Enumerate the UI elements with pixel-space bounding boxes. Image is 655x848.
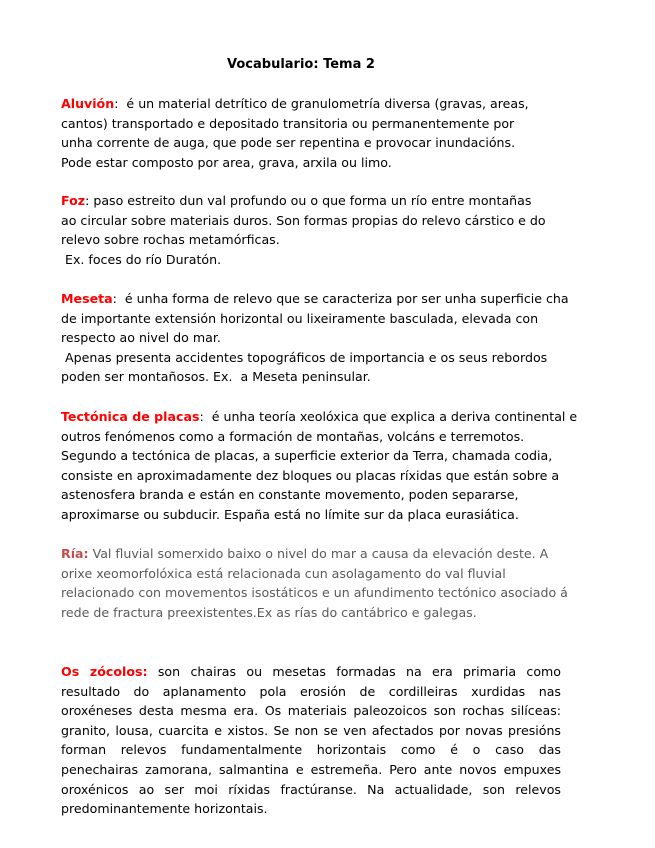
entry-line: [61, 94, 529, 114]
term-foz: Foz: [61, 193, 86, 208]
entry-line: orixe xeomorfolóxica está relacionada cun asolagamento do val fluvial: [61, 565, 506, 581]
definition-text: : é unha teoría xeolóxica que explica a deriva continental e: [199, 409, 578, 424]
entry-tectonica: [61, 407, 577, 525]
definition-text: son chairas ou mesetas formadas na era primaria como: [147, 664, 562, 679]
definition-text: Val fluvial somerxido baixo o nivel do mar a causa da elevación deste. A: [88, 546, 549, 561]
entry-line: penechairas zamorana, salmantina e estremeña. Pero ante novos empuxes: [61, 761, 561, 777]
entry-line: aproximarse ou subducir. España está no límite sur da placa eurasiática.: [61, 506, 519, 522]
entry-aluvion: [61, 94, 529, 172]
entry-line: [61, 662, 561, 682]
entry-line: predominantemente horizontais.: [61, 801, 268, 817]
entry-line: cantos) transportado e depositado transitoria ou permanentemente por: [61, 115, 515, 131]
entry-line: unha corrente de auga, que pode ser repentina e provocar inundacións.: [61, 135, 516, 151]
entry-line: de importante extensión horizontal ou lixeiramente basculada, elevada con: [61, 310, 539, 326]
entry-line: astenosfera branda e están en constante movemento, poden separarse,: [61, 487, 519, 503]
entry-line: consiste en aproximadamente dez bloques ou placas ríxidas que están sobre a: [61, 467, 560, 483]
entry-line: ao circular sobre materiais duros. Son formas propias do relevo cárstico e do: [61, 212, 546, 228]
entry-line: oroxéneses desta mesma era. Os materiais paleozoicos son rochas silíceas:: [61, 703, 561, 719]
term-aluvion: Aluvión: [61, 96, 115, 111]
entry-line: rede de fractura preexistentes.Ex as rías do cantábrico e galegas.: [61, 604, 477, 620]
entry-line: resultado do aplanamento pola erosión de cordilleiras xurdidas nas: [61, 683, 561, 699]
entry-line: relevo sobre rochas metamórficas.: [61, 232, 280, 248]
definition-text: : é unha forma de relevo que se caracteriza por ser unha superficie cha: [112, 291, 569, 306]
entry-line: [61, 544, 568, 564]
entry-line: [61, 289, 569, 309]
term-meseta: Meseta: [61, 291, 113, 306]
document-title: Vocabulario: Tema 2: [227, 57, 375, 72]
definition-text: : é un material detrítico de granulometría diversa (gravas, areas,: [114, 96, 529, 111]
definition-text: : paso estreito dun val profundo ou o que forma un río entre montañas: [85, 193, 532, 208]
entry-line: poden ser montañosos. Ex. a Meseta peninsular.: [61, 369, 371, 385]
entry-line: relacionado con movementos isostáticos e un afundimento tectónico asociado á: [61, 585, 568, 601]
entry-meseta: [61, 289, 569, 387]
term-ria: Ría:: [61, 546, 89, 561]
entry-line: respecto ao nivel do mar.: [61, 330, 221, 346]
entry-ria: [61, 544, 568, 622]
term-zocolos: Os zócolos:: [61, 664, 148, 679]
entry-line: granito, lousa, cuarcita e xistos. Se non se ven afectados por novas presións: [61, 722, 561, 738]
entry-line: outros fenómenos como a formación de montañas, volcáns e terremotos.: [61, 428, 525, 444]
entry-foz: [61, 191, 546, 269]
entry-line: Segundo a tectónica de placas, a superficie exterior da Terra, chamada codia,: [61, 448, 553, 464]
entry-line: Ex. foces do río Duratón.: [61, 251, 222, 267]
entry-line: oroxénicos ao ser moi ríxidas fractúranse. Na actualidade, son relevos: [61, 781, 561, 797]
entry-line: Apenas presenta accidentes topográficos de importancia e os seus rebordos: [61, 349, 548, 365]
entry-line: [61, 191, 546, 211]
term-tectonica: Tectónica de placas: [61, 409, 200, 424]
entry-line: Pode estar composto por area, grava, arxila ou limo.: [61, 154, 392, 170]
entry-line: [61, 407, 577, 427]
entry-zocolos: [61, 662, 561, 819]
entry-line: forman relevos fundamentalmente horizontais como é o caso das: [61, 742, 561, 758]
